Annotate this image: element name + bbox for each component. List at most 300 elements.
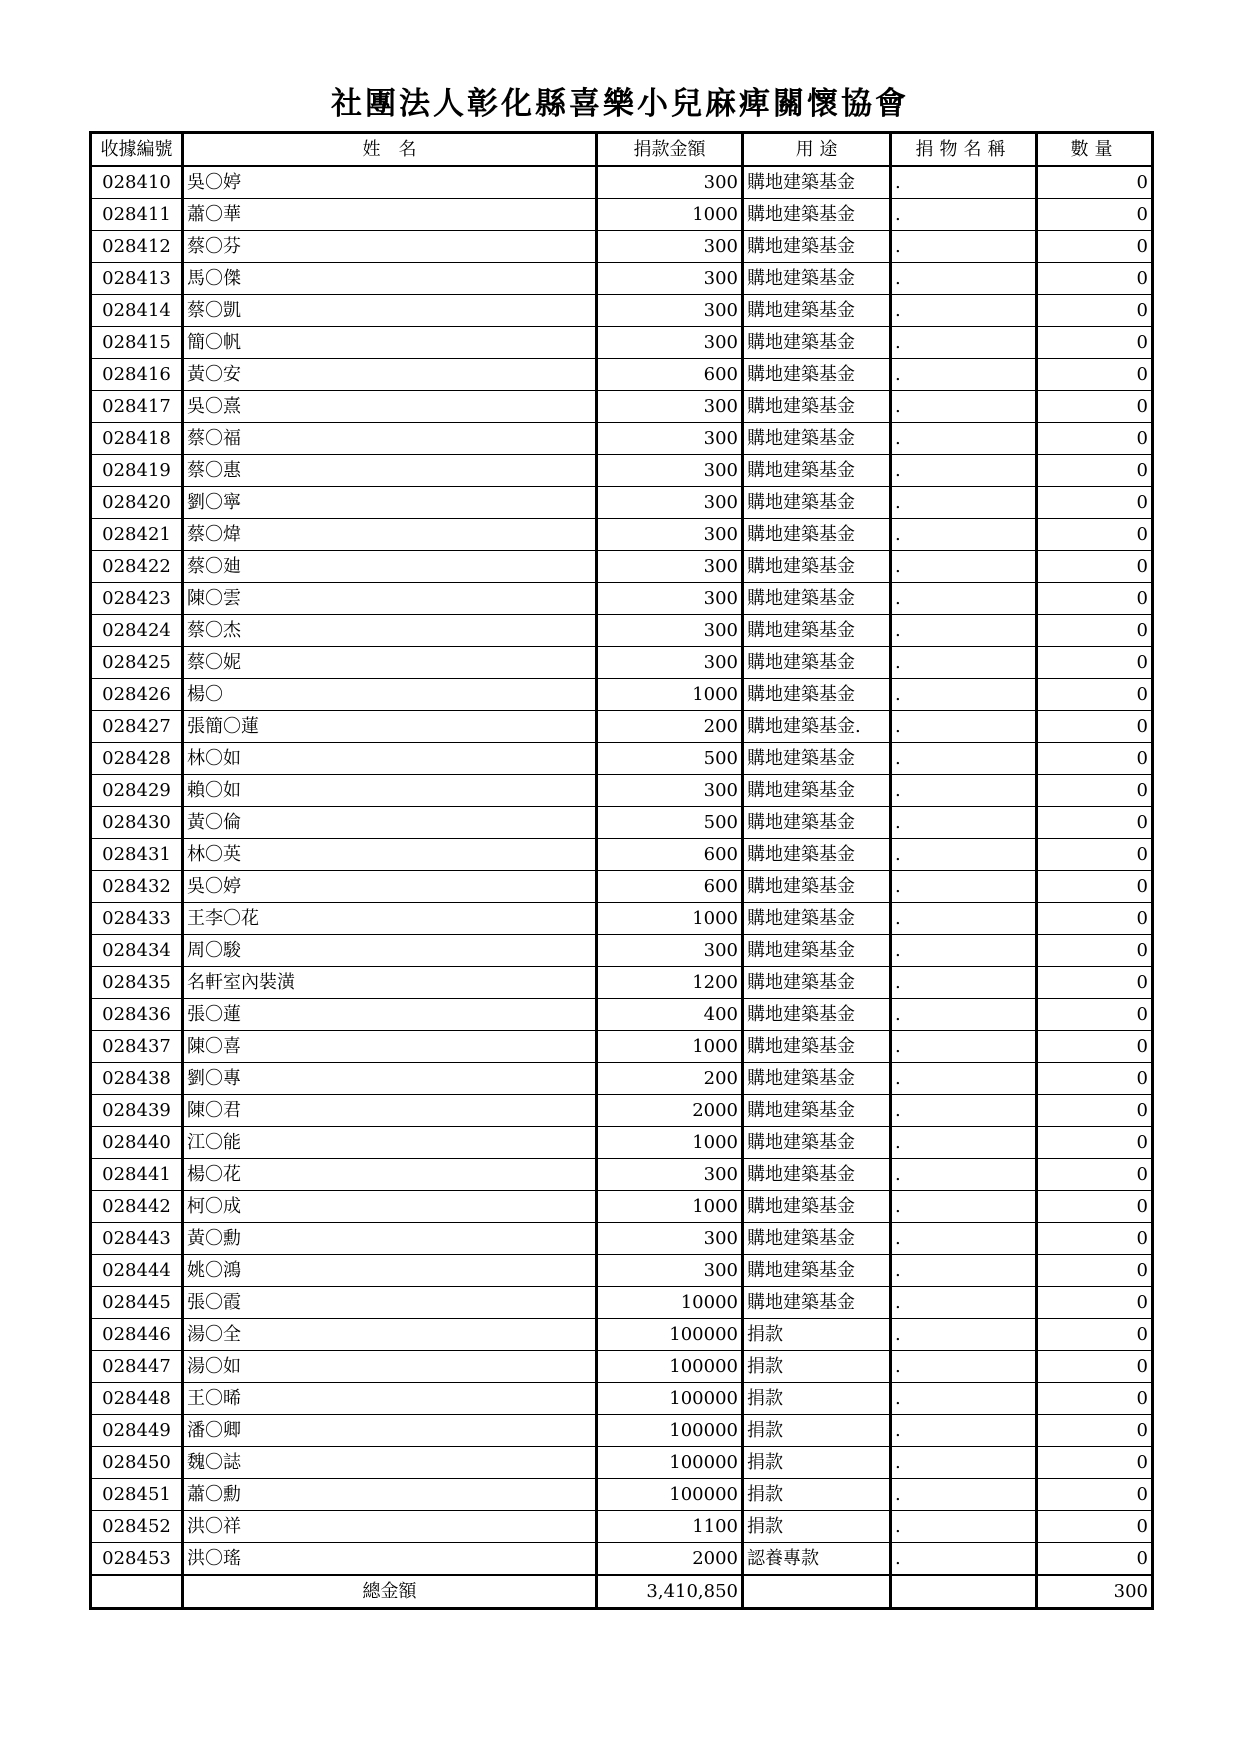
- purpose-cell: 捐款: [743, 1447, 891, 1479]
- donor-name-cell: 張簡〇蓮: [183, 711, 597, 743]
- item-name-cell: .: [891, 1223, 1037, 1255]
- purpose-cell: 購地建築基金: [743, 327, 891, 359]
- purpose-cell: 購地建築基金: [743, 647, 891, 679]
- amount-cell: 300: [597, 391, 743, 423]
- header-receipt-number: 收據編號: [91, 133, 183, 167]
- donor-name-cell: 吳〇婷: [183, 166, 597, 199]
- total-purpose-cell: [743, 1575, 891, 1609]
- table-row: [91, 711, 1153, 743]
- donor-name-cell: 姚〇鴻: [183, 1255, 597, 1287]
- amount-cell: 300: [597, 647, 743, 679]
- total-row: [91, 1575, 1153, 1609]
- quantity-cell: 0: [1037, 647, 1153, 679]
- amount-cell: 300: [597, 231, 743, 263]
- item-name-cell: .: [891, 199, 1037, 231]
- item-name-cell: .: [891, 999, 1037, 1031]
- item-name-cell: .: [891, 1543, 1037, 1576]
- donor-name-cell: 蔡〇惠: [183, 455, 597, 487]
- purpose-cell: 購地建築基金: [743, 199, 891, 231]
- quantity-cell: 0: [1037, 967, 1153, 999]
- quantity-cell: 0: [1037, 1159, 1153, 1191]
- receipt-number-cell: 028451: [91, 1479, 183, 1511]
- item-name-cell: .: [891, 903, 1037, 935]
- quantity-cell: 0: [1037, 999, 1153, 1031]
- table-row: [91, 647, 1153, 679]
- item-name-cell: .: [891, 1351, 1037, 1383]
- donor-name-cell: 蔡〇廸: [183, 551, 597, 583]
- table-row: [91, 263, 1153, 295]
- amount-cell: 1000: [597, 679, 743, 711]
- total-quantity: 300: [1037, 1575, 1153, 1609]
- quantity-cell: 0: [1037, 903, 1153, 935]
- receipt-number-cell: 028414: [91, 295, 183, 327]
- purpose-cell: 購地建築基金: [743, 519, 891, 551]
- table-row: [91, 359, 1153, 391]
- amount-cell: 1200: [597, 967, 743, 999]
- quantity-cell: 0: [1037, 583, 1153, 615]
- purpose-cell: 購地建築基金: [743, 1287, 891, 1319]
- amount-cell: 300: [597, 327, 743, 359]
- donor-name-cell: 王〇晞: [183, 1383, 597, 1415]
- table-row: [91, 775, 1153, 807]
- receipt-number-cell: 028416: [91, 359, 183, 391]
- header-item-name: 捐物名稱: [891, 133, 1037, 167]
- donor-name-cell: 蕭〇華: [183, 199, 597, 231]
- quantity-cell: 0: [1037, 1223, 1153, 1255]
- purpose-cell: 購地建築基金: [743, 295, 891, 327]
- donor-name-cell: 吳〇婷: [183, 871, 597, 903]
- receipt-number-cell: 028444: [91, 1255, 183, 1287]
- donor-name-cell: 陳〇雲: [183, 583, 597, 615]
- table-row: [91, 1223, 1153, 1255]
- donor-name-cell: 楊〇花: [183, 1159, 597, 1191]
- donor-name-cell: 潘〇卿: [183, 1415, 597, 1447]
- receipt-number-cell: 028449: [91, 1415, 183, 1447]
- quantity-cell: 0: [1037, 1063, 1153, 1095]
- table-row: [91, 1159, 1153, 1191]
- table-row: [91, 935, 1153, 967]
- purpose-cell: 購地建築基金: [743, 903, 891, 935]
- receipt-number-cell: 028433: [91, 903, 183, 935]
- table-row: [91, 807, 1153, 839]
- amount-cell: 1000: [597, 1031, 743, 1063]
- donor-name-cell: 蔡〇煒: [183, 519, 597, 551]
- amount-cell: 2000: [597, 1543, 743, 1576]
- donor-name-cell: 林〇如: [183, 743, 597, 775]
- total-label: 總金額: [183, 1575, 597, 1609]
- purpose-cell: 購地建築基金: [743, 455, 891, 487]
- purpose-cell: 捐款: [743, 1479, 891, 1511]
- purpose-cell: 購地建築基金: [743, 775, 891, 807]
- receipt-number-cell: 028445: [91, 1287, 183, 1319]
- table-row: [91, 1031, 1153, 1063]
- purpose-cell: 捐款: [743, 1415, 891, 1447]
- purpose-cell: 購地建築基金: [743, 1223, 891, 1255]
- item-name-cell: .: [891, 1095, 1037, 1127]
- amount-cell: 300: [597, 1159, 743, 1191]
- amount-cell: 600: [597, 871, 743, 903]
- amount-cell: 100000: [597, 1415, 743, 1447]
- item-name-cell: .: [891, 1063, 1037, 1095]
- table-row: [91, 1351, 1153, 1383]
- donor-name-cell: 蕭〇勳: [183, 1479, 597, 1511]
- amount-cell: 500: [597, 743, 743, 775]
- receipt-number-cell: 028413: [91, 263, 183, 295]
- header-name: 姓 名: [183, 133, 597, 167]
- item-name-cell: .: [891, 423, 1037, 455]
- purpose-cell: 購地建築基金: [743, 551, 891, 583]
- table-row: [91, 391, 1153, 423]
- purpose-cell: 購地建築基金: [743, 263, 891, 295]
- header-quantity: 數量: [1037, 133, 1153, 167]
- item-name-cell: .: [891, 1255, 1037, 1287]
- quantity-cell: 0: [1037, 1479, 1153, 1511]
- receipt-number-cell: 028441: [91, 1159, 183, 1191]
- purpose-cell: 捐款: [743, 1351, 891, 1383]
- purpose-cell: 購地建築基金: [743, 967, 891, 999]
- purpose-cell: 購地建築基金: [743, 871, 891, 903]
- purpose-cell: 購地建築基金: [743, 423, 891, 455]
- receipt-number-cell: 028448: [91, 1383, 183, 1415]
- amount-cell: 300: [597, 1223, 743, 1255]
- table-row: [91, 423, 1153, 455]
- purpose-cell: 購地建築基金: [743, 359, 891, 391]
- receipt-number-cell: 028450: [91, 1447, 183, 1479]
- item-name-cell: .: [891, 551, 1037, 583]
- donor-name-cell: 柯〇成: [183, 1191, 597, 1223]
- amount-cell: 600: [597, 359, 743, 391]
- donor-name-cell: 蔡〇福: [183, 423, 597, 455]
- document-title: 社團法人彰化縣喜樂小兒麻痺關懷協會: [331, 86, 909, 122]
- amount-cell: 300: [597, 519, 743, 551]
- quantity-cell: 0: [1037, 455, 1153, 487]
- receipt-number-cell: 028422: [91, 551, 183, 583]
- quantity-cell: 0: [1037, 839, 1153, 871]
- donor-name-cell: 洪〇瑤: [183, 1543, 597, 1576]
- item-name-cell: .: [891, 1127, 1037, 1159]
- quantity-cell: 0: [1037, 423, 1153, 455]
- receipt-number-cell: 028420: [91, 487, 183, 519]
- table-row: [91, 903, 1153, 935]
- purpose-cell: 購地建築基金.: [743, 711, 891, 743]
- item-name-cell: .: [891, 967, 1037, 999]
- donor-name-cell: 黃〇安: [183, 359, 597, 391]
- purpose-cell: 購地建築基金: [743, 1095, 891, 1127]
- item-name-cell: .: [891, 1159, 1037, 1191]
- purpose-cell: 購地建築基金: [743, 1127, 891, 1159]
- purpose-cell: 認養專款: [743, 1543, 891, 1576]
- table-row: [91, 615, 1153, 647]
- amount-cell: 1000: [597, 1127, 743, 1159]
- amount-cell: 100000: [597, 1319, 743, 1351]
- item-name-cell: .: [891, 615, 1037, 647]
- quantity-cell: 0: [1037, 199, 1153, 231]
- amount-cell: 300: [597, 487, 743, 519]
- receipt-number-cell: 028421: [91, 519, 183, 551]
- purpose-cell: 購地建築基金: [743, 1031, 891, 1063]
- item-name-cell: .: [891, 1319, 1037, 1351]
- donor-name-cell: 王李〇花: [183, 903, 597, 935]
- donor-name-cell: 馬〇傑: [183, 263, 597, 295]
- quantity-cell: 0: [1037, 551, 1153, 583]
- amount-cell: 1100: [597, 1511, 743, 1543]
- receipt-number-cell: 028425: [91, 647, 183, 679]
- quantity-cell: 0: [1037, 711, 1153, 743]
- item-name-cell: .: [891, 1383, 1037, 1415]
- purpose-cell: 購地建築基金: [743, 391, 891, 423]
- quantity-cell: 0: [1037, 1511, 1153, 1543]
- donor-name-cell: 林〇英: [183, 839, 597, 871]
- donor-name-cell: 張〇霞: [183, 1287, 597, 1319]
- purpose-cell: 捐款: [743, 1383, 891, 1415]
- quantity-cell: 0: [1037, 391, 1153, 423]
- receipt-number-cell: 028424: [91, 615, 183, 647]
- quantity-cell: 0: [1037, 743, 1153, 775]
- donor-name-cell: 蔡〇妮: [183, 647, 597, 679]
- quantity-cell: 0: [1037, 1287, 1153, 1319]
- purpose-cell: 購地建築基金: [743, 935, 891, 967]
- amount-cell: 100000: [597, 1351, 743, 1383]
- table-row: [91, 199, 1153, 231]
- header-purpose: 用 途: [743, 133, 891, 167]
- quantity-cell: 0: [1037, 1319, 1153, 1351]
- total-item-cell: [891, 1575, 1037, 1609]
- purpose-cell: 購地建築基金: [743, 679, 891, 711]
- quantity-cell: 0: [1037, 231, 1153, 263]
- item-name-cell: .: [891, 711, 1037, 743]
- table-body: [91, 166, 1153, 1575]
- donation-table: [89, 131, 1154, 1610]
- quantity-cell: 0: [1037, 1031, 1153, 1063]
- table-row: [91, 519, 1153, 551]
- quantity-cell: 0: [1037, 487, 1153, 519]
- table-row: [91, 1543, 1153, 1576]
- quantity-cell: 0: [1037, 871, 1153, 903]
- table-row: [91, 487, 1153, 519]
- receipt-number-cell: 028430: [91, 807, 183, 839]
- item-name-cell: .: [891, 359, 1037, 391]
- donor-name-cell: 洪〇祥: [183, 1511, 597, 1543]
- amount-cell: 1000: [597, 199, 743, 231]
- purpose-cell: 捐款: [743, 1319, 891, 1351]
- item-name-cell: .: [891, 1415, 1037, 1447]
- table-row: [91, 231, 1153, 263]
- amount-cell: 300: [597, 775, 743, 807]
- table-row: [91, 327, 1153, 359]
- receipt-number-cell: 028429: [91, 775, 183, 807]
- item-name-cell: .: [891, 807, 1037, 839]
- item-name-cell: .: [891, 679, 1037, 711]
- item-name-cell: .: [891, 743, 1037, 775]
- table-row: [91, 1447, 1153, 1479]
- table-row: [91, 1383, 1153, 1415]
- amount-cell: 1000: [597, 1191, 743, 1223]
- amount-cell: 300: [597, 263, 743, 295]
- quantity-cell: 0: [1037, 1191, 1153, 1223]
- table-row: [91, 1095, 1153, 1127]
- purpose-cell: 購地建築基金: [743, 166, 891, 199]
- quantity-cell: 0: [1037, 295, 1153, 327]
- amount-cell: 300: [597, 423, 743, 455]
- item-name-cell: .: [891, 391, 1037, 423]
- amount-cell: 100000: [597, 1479, 743, 1511]
- table-row: [91, 1191, 1153, 1223]
- table-row: [91, 967, 1153, 999]
- amount-cell: 100000: [597, 1383, 743, 1415]
- purpose-cell: 購地建築基金: [743, 231, 891, 263]
- donor-name-cell: 簡〇帆: [183, 327, 597, 359]
- donor-name-cell: 蔡〇杰: [183, 615, 597, 647]
- quantity-cell: 0: [1037, 1415, 1153, 1447]
- receipt-number-cell: 028411: [91, 199, 183, 231]
- table-row: [91, 551, 1153, 583]
- donor-name-cell: 劉〇專: [183, 1063, 597, 1095]
- table-row: [91, 679, 1153, 711]
- amount-cell: 300: [597, 583, 743, 615]
- total-amount: 3,410,850: [597, 1575, 743, 1609]
- receipt-number-cell: 028432: [91, 871, 183, 903]
- purpose-cell: 購地建築基金: [743, 615, 891, 647]
- table-row: [91, 295, 1153, 327]
- receipt-number-cell: 028453: [91, 1543, 183, 1576]
- item-name-cell: .: [891, 1511, 1037, 1543]
- receipt-number-cell: 028423: [91, 583, 183, 615]
- quantity-cell: 0: [1037, 359, 1153, 391]
- table-row: [91, 1127, 1153, 1159]
- donor-name-cell: 周〇駿: [183, 935, 597, 967]
- receipt-number-cell: 028438: [91, 1063, 183, 1095]
- donor-name-cell: 黃〇勳: [183, 1223, 597, 1255]
- amount-cell: 300: [597, 455, 743, 487]
- header-amount: 捐款金額: [597, 133, 743, 167]
- amount-cell: 300: [597, 166, 743, 199]
- item-name-cell: .: [891, 1447, 1037, 1479]
- receipt-number-cell: 028434: [91, 935, 183, 967]
- item-name-cell: .: [891, 327, 1037, 359]
- table-row: [91, 871, 1153, 903]
- donor-name-cell: 劉〇寧: [183, 487, 597, 519]
- receipt-number-cell: 028415: [91, 327, 183, 359]
- receipt-number-cell: 028418: [91, 423, 183, 455]
- amount-cell: 600: [597, 839, 743, 871]
- item-name-cell: .: [891, 839, 1037, 871]
- table-row: [91, 839, 1153, 871]
- quantity-cell: 0: [1037, 519, 1153, 551]
- total-receipt-cell: [91, 1575, 183, 1609]
- purpose-cell: 購地建築基金: [743, 1063, 891, 1095]
- item-name-cell: .: [891, 583, 1037, 615]
- item-name-cell: .: [891, 1191, 1037, 1223]
- purpose-cell: 購地建築基金: [743, 1255, 891, 1287]
- receipt-number-cell: 028437: [91, 1031, 183, 1063]
- amount-cell: 1000: [597, 903, 743, 935]
- quantity-cell: 0: [1037, 1383, 1153, 1415]
- donor-name-cell: 魏〇誌: [183, 1447, 597, 1479]
- receipt-number-cell: 028442: [91, 1191, 183, 1223]
- amount-cell: 200: [597, 1063, 743, 1095]
- amount-cell: 300: [597, 1255, 743, 1287]
- table-row: [91, 1479, 1153, 1511]
- purpose-cell: 購地建築基金: [743, 743, 891, 775]
- table-row: [91, 1063, 1153, 1095]
- purpose-cell: 購地建築基金: [743, 1159, 891, 1191]
- amount-cell: 2000: [597, 1095, 743, 1127]
- receipt-number-cell: 028410: [91, 166, 183, 199]
- purpose-cell: 購地建築基金: [743, 999, 891, 1031]
- receipt-number-cell: 028431: [91, 839, 183, 871]
- receipt-number-cell: 028452: [91, 1511, 183, 1543]
- quantity-cell: 0: [1037, 1447, 1153, 1479]
- receipt-number-cell: 028446: [91, 1319, 183, 1351]
- quantity-cell: 0: [1037, 679, 1153, 711]
- donor-name-cell: 陳〇君: [183, 1095, 597, 1127]
- donor-name-cell: 楊〇: [183, 679, 597, 711]
- item-name-cell: .: [891, 775, 1037, 807]
- donor-name-cell: 名軒室內裝潢: [183, 967, 597, 999]
- table-row: [91, 1511, 1153, 1543]
- amount-cell: 400: [597, 999, 743, 1031]
- donor-name-cell: 賴〇如: [183, 775, 597, 807]
- purpose-cell: 捐款: [743, 1511, 891, 1543]
- amount-cell: 300: [597, 935, 743, 967]
- receipt-number-cell: 028443: [91, 1223, 183, 1255]
- amount-cell: 300: [597, 615, 743, 647]
- receipt-number-cell: 028417: [91, 391, 183, 423]
- table-row: [91, 455, 1153, 487]
- item-name-cell: .: [891, 519, 1037, 551]
- receipt-number-cell: 028440: [91, 1127, 183, 1159]
- amount-cell: 200: [597, 711, 743, 743]
- item-name-cell: .: [891, 263, 1037, 295]
- item-name-cell: .: [891, 487, 1037, 519]
- donor-name-cell: 江〇能: [183, 1127, 597, 1159]
- table-row: [91, 1319, 1153, 1351]
- donor-name-cell: 吳〇熹: [183, 391, 597, 423]
- donor-name-cell: 蔡〇芬: [183, 231, 597, 263]
- quantity-cell: 0: [1037, 935, 1153, 967]
- table-header-row: [91, 133, 1153, 167]
- amount-cell: 100000: [597, 1447, 743, 1479]
- receipt-number-cell: 028447: [91, 1351, 183, 1383]
- table-row: [91, 583, 1153, 615]
- item-name-cell: .: [891, 1287, 1037, 1319]
- quantity-cell: 0: [1037, 263, 1153, 295]
- item-name-cell: .: [891, 295, 1037, 327]
- purpose-cell: 購地建築基金: [743, 583, 891, 615]
- quantity-cell: 0: [1037, 615, 1153, 647]
- table-row: [91, 166, 1153, 199]
- purpose-cell: 購地建築基金: [743, 807, 891, 839]
- amount-cell: 500: [597, 807, 743, 839]
- donor-name-cell: 陳〇喜: [183, 1031, 597, 1063]
- item-name-cell: .: [891, 455, 1037, 487]
- item-name-cell: .: [891, 647, 1037, 679]
- purpose-cell: 購地建築基金: [743, 1191, 891, 1223]
- table-row: [91, 1287, 1153, 1319]
- quantity-cell: 0: [1037, 166, 1153, 199]
- amount-cell: 300: [597, 551, 743, 583]
- item-name-cell: .: [891, 871, 1037, 903]
- item-name-cell: .: [891, 166, 1037, 199]
- purpose-cell: 購地建築基金: [743, 487, 891, 519]
- item-name-cell: .: [891, 1031, 1037, 1063]
- receipt-number-cell: 028426: [91, 679, 183, 711]
- item-name-cell: .: [891, 935, 1037, 967]
- donor-name-cell: 蔡〇凱: [183, 295, 597, 327]
- receipt-number-cell: 028436: [91, 999, 183, 1031]
- amount-cell: 300: [597, 295, 743, 327]
- receipt-number-cell: 028435: [91, 967, 183, 999]
